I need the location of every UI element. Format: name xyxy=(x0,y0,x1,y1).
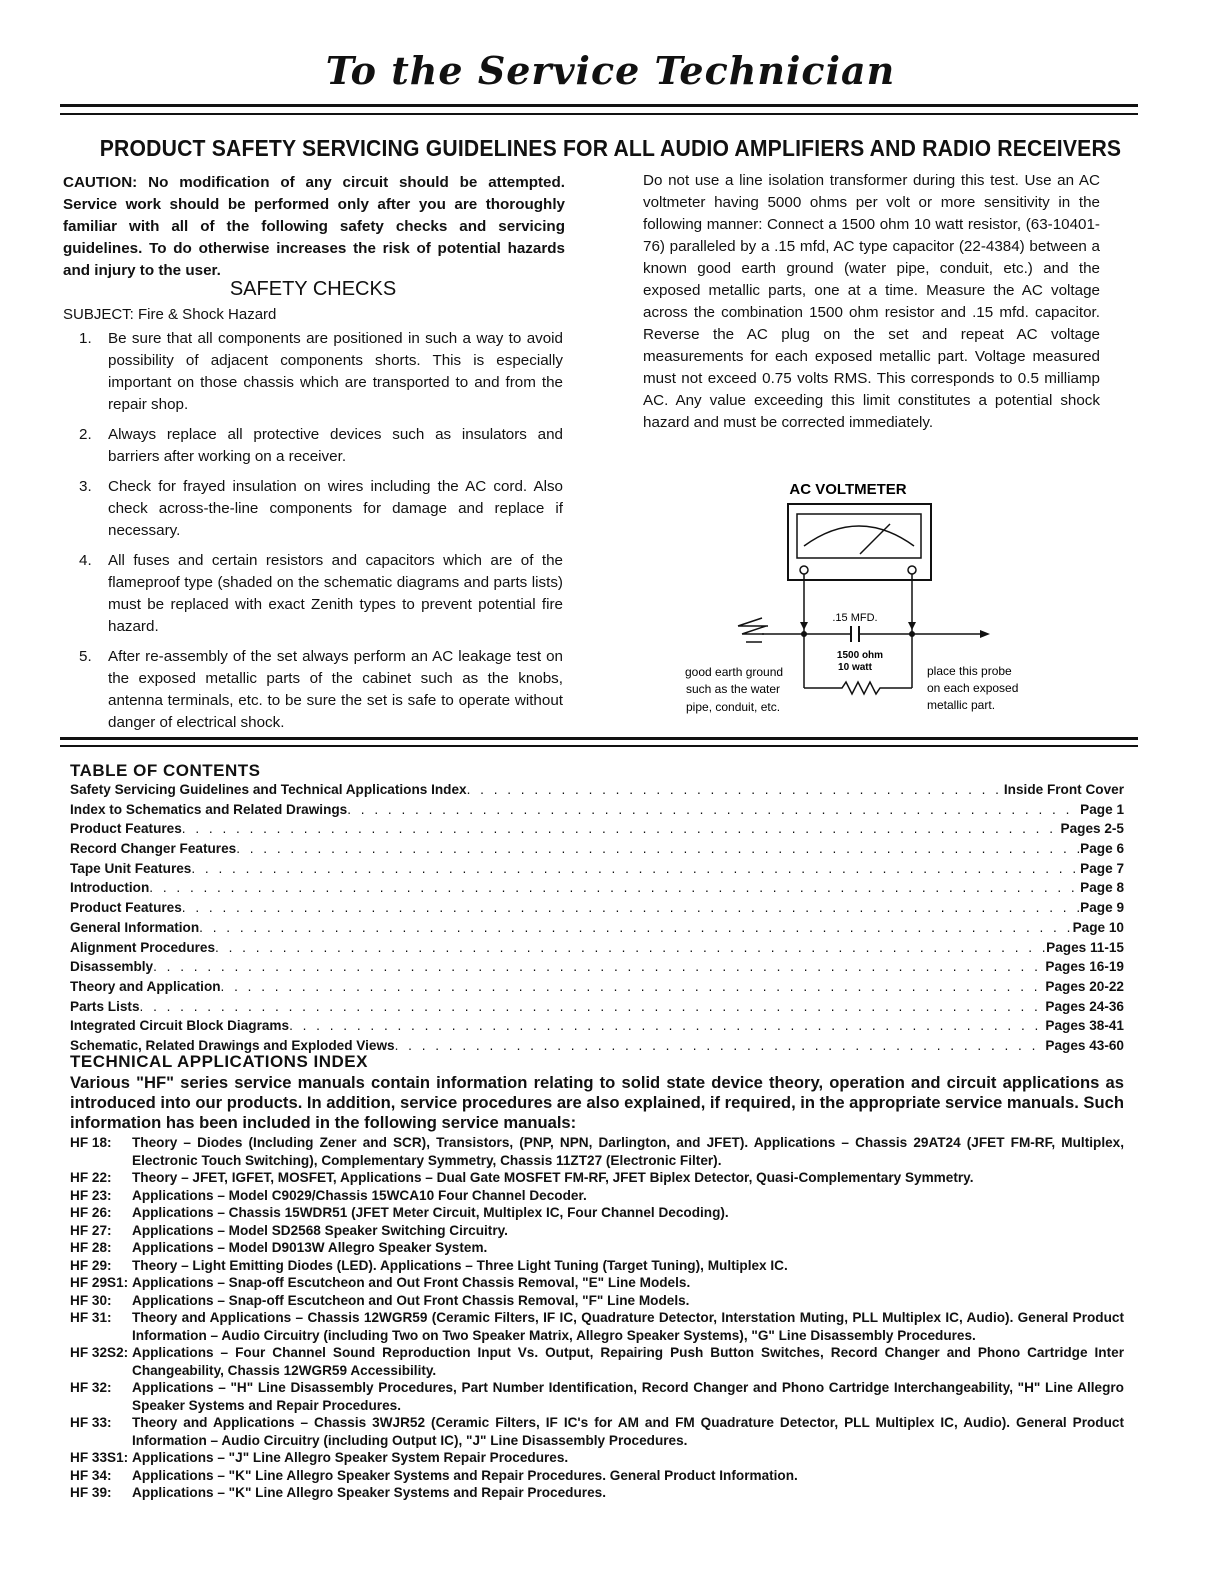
hf-text: Theory and Applications – Chassis 3WJR52 (Ceramic Filters, IF IC's for AM and FM Quadrature Detector, PLL Multiplex IC, Audio). General Product Information – Audio Circuitry (including Output IC), "J" Line Disassembly Procedures. xyxy=(132,1415,1124,1448)
toc-leader xyxy=(149,878,1080,898)
hf-code: HF 33: xyxy=(70,1415,112,1430)
safety-check-item xyxy=(63,550,563,638)
resistor-label-1: 1500 ohm xyxy=(836,650,884,661)
toc-page: Page 1 xyxy=(1080,801,1124,817)
hf-text: Applications – Snap-off Escutcheon and Out Front Chassis Removal, "F" Line Models. xyxy=(132,1292,690,1308)
toc-leader xyxy=(182,898,1080,918)
voltmeter-terminal-left xyxy=(800,566,808,574)
hf-text: Theory – Light Emitting Diodes (LED). Applications – Three Light Tuning (Target Tuning), Multiplex IC. xyxy=(132,1257,788,1273)
ground-label-3: pipe, conduit, etc. xyxy=(686,700,781,714)
hf-text: Theory – Diodes (Including Zener and SCR), Transistors, (PNP, NPN, Darlington, and JFET). Applications – Chassis 29AT24 (JFET FM-RF, Multiplex, Electronic Touch Switching), Complementary Symmetry, Chassis 11ZT27 (Electronic Filter). xyxy=(132,1135,1124,1168)
toc-leader xyxy=(182,819,1061,839)
toc-row xyxy=(70,898,1124,918)
hf-manual-list xyxy=(70,1134,1124,1502)
safety-check-item xyxy=(63,476,563,542)
item-text: All fuses and certain resistors and capacitors which are of the flameproof type (shaded on the schematic diagrams and parts lists) must be replaced with exact Zenith types to prevent potential fire hazard. xyxy=(108,552,563,635)
toc-row xyxy=(70,918,1124,938)
item-text: Always replace all protective devices such as insulators and barriers after working on a receiver. xyxy=(108,426,563,465)
probe-label-2: on each exposed xyxy=(927,681,1019,695)
toc-row xyxy=(70,1016,1124,1036)
toc-label: Integrated Circuit Block Diagrams xyxy=(70,1018,290,1034)
hf-text: Theory – JFET, IGFET, MOSFET, Applications – Dual Gate MOSFET FM-RF, JFET Biplex Detector, Quasi-Complementary Symmetry. xyxy=(132,1170,974,1185)
toc-page: Page 7 xyxy=(1080,860,1124,876)
toc-leader xyxy=(395,1036,1046,1056)
resistor-label-2: 10 watt xyxy=(838,662,872,673)
safety-checks-title: SAFETY CHECKS xyxy=(229,278,397,300)
toc-label: Theory and Application xyxy=(70,978,221,994)
ground-label-2: such as the water xyxy=(686,682,781,696)
hf-text: Applications – Model D9013W Allegro Speaker System. xyxy=(132,1240,488,1255)
safety-check-item xyxy=(63,424,563,468)
toc-leader xyxy=(191,859,1080,879)
safety-subject: SUBJECT: Fire & Shock Hazard xyxy=(63,306,277,323)
toc-page: Page 8 xyxy=(1080,880,1124,896)
probe-label-3: metallic part. xyxy=(927,698,996,712)
item-text: Check for frayed insulation on wires including the AC cord. Also check across-the-line components for damage and replace if necessary. xyxy=(108,478,563,539)
toc-label: Disassembly xyxy=(70,959,154,975)
toc-row xyxy=(70,957,1124,977)
caution-text: CAUTION: No modification of any circuit should be attempted. Service work should be performed only after you are thoroughly familiar with all of the following safety checks and servicing guidelines. To do otherwise increases the risk of potential hazards and injury to the user. xyxy=(63,174,565,279)
toc-label: Index to Schematics and Related Drawings xyxy=(70,801,348,817)
diagram-title: AC VOLTMETER xyxy=(789,481,907,498)
hf-text: Applications – "K" Line Allegro Speaker Systems and Repair Procedures. xyxy=(132,1485,606,1500)
toc-label: General Information xyxy=(70,919,200,935)
safety-checks-list xyxy=(63,328,563,742)
ground-symbol xyxy=(738,618,768,642)
hf-entry xyxy=(70,1274,1124,1292)
toc-row xyxy=(70,878,1124,898)
hf-code: HF 27: xyxy=(70,1222,112,1238)
hf-text: Applications – "H" Line Disassembly Procedures, Part Number Identification, Record Changer and Phono Cartridge Interchangeability, "H" Line Allegro Speaker Systems and Repair Procedures. xyxy=(132,1380,1124,1413)
toc-row xyxy=(70,819,1124,839)
hf-entry xyxy=(70,1484,1124,1502)
arrow-right xyxy=(908,622,916,630)
toc-row xyxy=(70,938,1124,958)
hf-code: HF 26: xyxy=(70,1205,112,1220)
hf-code: HF 32: xyxy=(70,1380,112,1395)
hf-text: Applications – Model SD2568 Speaker Switching Circuitry. xyxy=(132,1222,508,1238)
item-number: 2. xyxy=(79,426,92,443)
voltmeter-window xyxy=(797,514,921,558)
toc-label: Tape Unit Features xyxy=(70,860,192,876)
item-text: Be sure that all components are positioned in such a way to avoid possibility of adjacent components shorts. This is especially important on those chassis which are transported to and from the repair shop. xyxy=(108,330,563,413)
toc-leader xyxy=(199,918,1072,938)
voltmeter-terminal-right xyxy=(908,566,916,574)
hf-code: HF 30: xyxy=(70,1292,112,1308)
toc-page: Pages 38-41 xyxy=(1045,1018,1124,1034)
toc-label: Safety Servicing Guidelines and Technical Applications Index xyxy=(70,782,467,797)
hf-code: HF 31: xyxy=(70,1310,112,1325)
hf-text: Applications – Model C9029/Chassis 15WCA10 Four Channel Decoder. xyxy=(132,1187,587,1203)
hf-text: Theory and Applications – Chassis 12WGR59 (Ceramic Filters, IF IC, Quadrature Detector, Interstation Muting, PLL Multiplex IC, Audio). General Product Information – Audio Circuitry (including Two on Two Speaker Matrix, Allegro Speaker Systems), "G" Line Disassembly Procedures. xyxy=(132,1310,1124,1343)
hf-entry xyxy=(70,1292,1124,1310)
toc-row xyxy=(70,780,1124,800)
hf-code: HF 32S2: xyxy=(70,1345,129,1360)
hf-code: HF 33S1: xyxy=(70,1450,129,1465)
item-number: 1. xyxy=(79,330,92,347)
hf-entry xyxy=(70,1467,1124,1485)
probe-label-1: place this probe xyxy=(927,664,1012,678)
section-heading: PRODUCT SAFETY SERVICING GUIDELINES FOR ALL AUDIO AMPLIFIERS AND RADIO RECEIVERS xyxy=(99,135,1122,161)
table-of-contents xyxy=(70,780,1124,1056)
arrow-left xyxy=(800,622,808,630)
toc-leader xyxy=(153,957,1045,977)
hf-entry xyxy=(70,1414,1124,1449)
hf-entry xyxy=(70,1222,1124,1240)
hf-code: HF 22: xyxy=(70,1170,112,1185)
toc-label: Record Changer Features xyxy=(70,841,237,857)
ac-voltmeter-diagram xyxy=(680,478,1080,718)
hf-text: Applications – "J" Line Allegro Speaker System Repair Procedures. xyxy=(132,1450,569,1465)
safety-check-item xyxy=(63,328,563,416)
toc-leader xyxy=(236,839,1080,859)
toc-label: Introduction xyxy=(70,880,150,896)
toc-label: Alignment Procedures xyxy=(70,939,216,955)
page-title: To the Service Technician xyxy=(325,48,896,93)
hf-entry xyxy=(70,1379,1124,1414)
leakage-test-text: Do not use a line isolation transformer during this test. Use an AC voltmeter having 5000 ohms per volt or more sensitivity in the following manner: Connect a 1500 ohm 10 watt resistor, (63-10401-76) paralleled by a .15 mfd, AC type capacitor (22-4384) between a known good earth ground (water pipe, conduit, etc.) and the exposed metallic parts, one at a time. Measure the AC voltage across the combination 1500 ohm resistor and .15 mfd. capacitor. Reverse the AC plug on the set and repeat AC voltage measurements for each exposed metallic part. Voltage measured must not exceed 0.75 volts RMS. This corresponds to 0.5 milliamp AC. Any value exceeding this limit constitutes a potential shock hazard and must be corrected immediately. xyxy=(643,172,1100,431)
item-number: 5. xyxy=(79,648,92,665)
toc-row xyxy=(70,859,1124,879)
toc-row xyxy=(70,977,1124,997)
toc-leader xyxy=(221,977,1046,997)
mid-rule-thin xyxy=(60,745,1138,747)
toc-title: TABLE OF CONTENTS xyxy=(70,761,261,780)
item-number: 4. xyxy=(79,552,92,569)
hf-code: HF 23: xyxy=(70,1187,112,1203)
hf-code: HF 34: xyxy=(70,1467,112,1483)
item-text: After re-assembly of the set always perform an AC leakage test on the exposed metallic parts of the cabinet such as the knobs, antenna terminals, etc. to be sure the set is safe to operate without danger of electrical shock. xyxy=(108,648,563,731)
hf-entry xyxy=(70,1187,1124,1205)
mid-rule-thick xyxy=(60,737,1138,740)
toc-page: Pages 16-19 xyxy=(1045,959,1124,975)
tai-title: TECHNICAL APPLICATIONS INDEX xyxy=(70,1052,368,1071)
toc-page: Pages 2-5 xyxy=(1060,821,1124,837)
toc-leader xyxy=(347,800,1080,820)
hf-text: Applications – Four Channel Sound Reproduction Input Vs. Output, Repairing Push Button Switches, Record Changer and Phono Cartridge Inter Changeability, Chassis 12WGR59 Accessibility. xyxy=(132,1345,1124,1378)
toc-row xyxy=(70,839,1124,859)
hf-entry xyxy=(70,1257,1124,1275)
item-number: 3. xyxy=(79,478,92,495)
toc-page: Page 10 xyxy=(1072,919,1124,935)
hf-code: HF 29S1: xyxy=(70,1275,129,1290)
toc-label: Product Features xyxy=(70,900,182,916)
safety-check-item xyxy=(63,646,563,734)
resistor xyxy=(804,682,912,694)
probe-arrow xyxy=(980,630,990,638)
tai-intro: Various "HF" series service manuals contain information relating to solid state device theory, operation and circuit applications as introduced into our products. In addition, service procedures are also explained, if required, in the appropriate service manuals. Such information has been included in the following service manuals: xyxy=(70,1073,1124,1132)
toc-label: Schematic, Related Drawings and Exploded Views xyxy=(70,1037,395,1053)
hf-entry xyxy=(70,1204,1124,1222)
hf-entry xyxy=(70,1344,1124,1379)
hf-code: HF 39: xyxy=(70,1485,112,1500)
hf-entry xyxy=(70,1309,1124,1344)
toc-page: Page 9 xyxy=(1080,900,1124,916)
toc-page: Pages 43-60 xyxy=(1045,1037,1124,1053)
toc-page: Pages 20-22 xyxy=(1045,978,1124,994)
toc-leader xyxy=(140,997,1046,1017)
meter-scale xyxy=(804,526,914,546)
toc-page: Inside Front Cover xyxy=(1003,782,1124,797)
ground-label-1: good earth ground xyxy=(685,665,784,679)
top-rule-thin xyxy=(60,113,1138,115)
hf-text: Applications – "K" Line Allegro Speaker Systems and Repair Procedures. General Product Information. xyxy=(132,1467,798,1483)
top-rule-thick xyxy=(60,104,1138,107)
hf-code: HF 28: xyxy=(70,1240,112,1255)
hf-entry xyxy=(70,1169,1124,1187)
toc-label: Parts Lists xyxy=(70,998,140,1014)
hf-entry xyxy=(70,1239,1124,1257)
toc-leader xyxy=(467,780,1004,800)
toc-row xyxy=(70,800,1124,820)
capacitor-label: .15 MFD. xyxy=(832,612,878,624)
hf-text: Applications – Chassis 15WDR51 (JFET Meter Circuit, Multiplex IC, Four Channel Decoding). xyxy=(132,1205,729,1220)
hf-code: HF 29: xyxy=(70,1257,112,1273)
toc-label: Product Features xyxy=(70,821,182,837)
toc-page: Pages 11-15 xyxy=(1046,939,1124,955)
hf-text: Applications – Snap-off Escutcheon and Out Front Chassis Removal, "E" Line Models. xyxy=(132,1275,691,1290)
hf-entry xyxy=(70,1449,1124,1467)
toc-leader xyxy=(289,1016,1045,1036)
hf-code: HF 18: xyxy=(70,1135,112,1150)
toc-page: Pages 24-36 xyxy=(1045,998,1124,1014)
toc-page: Page 6 xyxy=(1080,841,1124,857)
toc-leader xyxy=(215,938,1046,958)
hf-entry xyxy=(70,1134,1124,1169)
meter-needle xyxy=(860,524,890,554)
toc-row xyxy=(70,997,1124,1017)
